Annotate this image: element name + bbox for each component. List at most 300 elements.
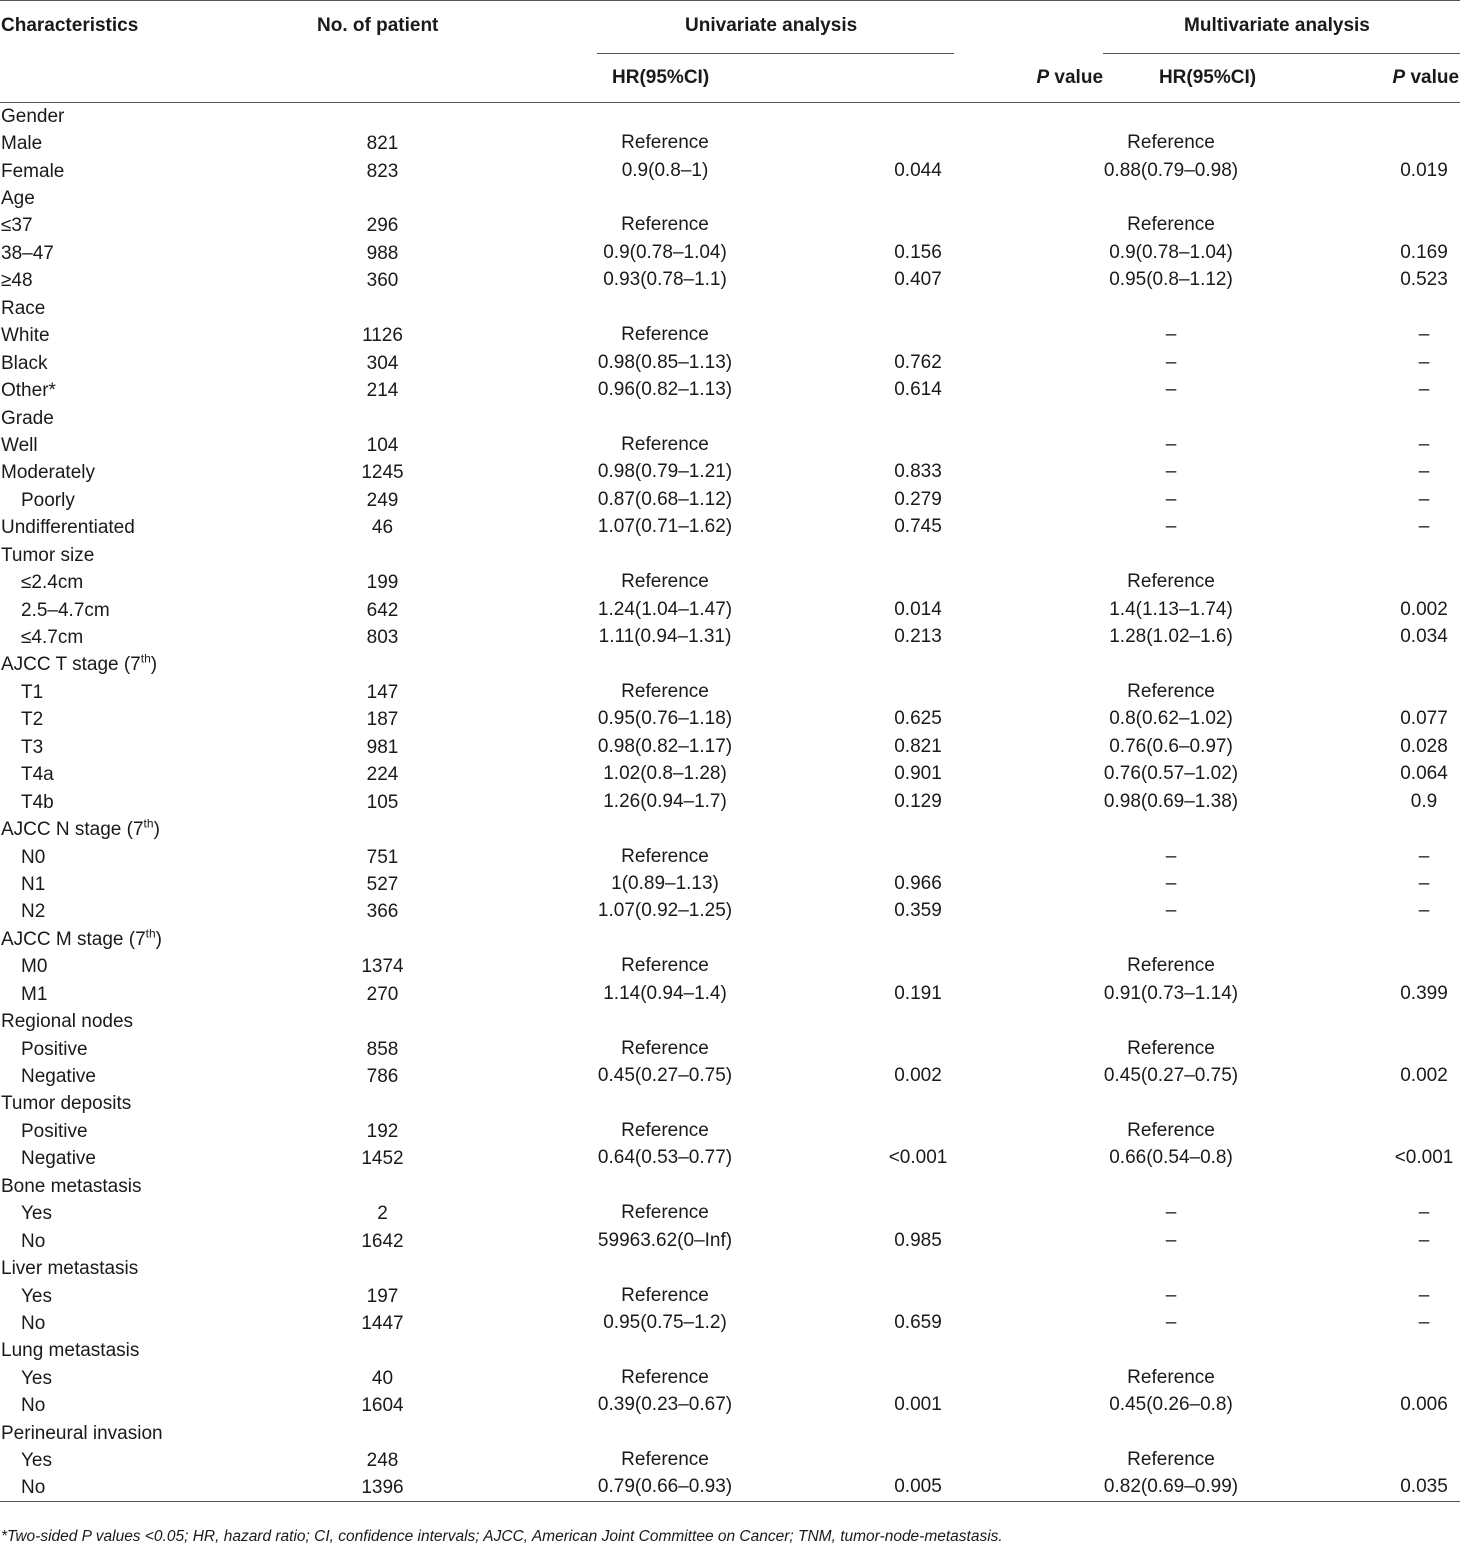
spacer-cell bbox=[465, 295, 595, 322]
multivariate-hr-text: Reference bbox=[1127, 1449, 1215, 1471]
univariate-hr bbox=[595, 1474, 735, 1501]
multivariate-p bbox=[1310, 1173, 1460, 1200]
multivariate-p-text: 0.035 bbox=[1400, 1476, 1448, 1498]
patient-count: 147 bbox=[366, 681, 399, 703]
patient-count bbox=[300, 404, 465, 431]
univariate-hr bbox=[595, 1090, 735, 1117]
univariate-hr-text: Reference bbox=[621, 324, 709, 346]
row-label: Perineural invasion bbox=[1, 1422, 163, 1444]
univariate-hr-text: 1.24(1.04–1.47) bbox=[597, 598, 733, 620]
multivariate-p-text: – bbox=[1418, 461, 1430, 483]
patient-count: 642 bbox=[366, 599, 399, 621]
multivariate-hr bbox=[1105, 542, 1310, 569]
multivariate-hr bbox=[1105, 295, 1310, 322]
multivariate-hr-text: – bbox=[1165, 516, 1177, 538]
univariate-p bbox=[735, 295, 955, 322]
univariate-p bbox=[735, 404, 955, 431]
univariate-hr-text: 1.07(0.92–1.25) bbox=[597, 900, 733, 922]
multivariate-hr bbox=[1105, 1420, 1310, 1447]
univariate-p bbox=[735, 1474, 955, 1501]
table-row bbox=[0, 1118, 1460, 1145]
univariate-p-text: 0.213 bbox=[894, 626, 942, 648]
multivariate-hr bbox=[1105, 130, 1310, 157]
univariate-hr bbox=[595, 487, 735, 514]
multivariate-hr-text: Reference bbox=[1127, 1366, 1215, 1388]
patient-count bbox=[300, 651, 465, 678]
univariate-p bbox=[735, 1090, 955, 1117]
multivariate-hr bbox=[1105, 734, 1310, 761]
multivariate-hr-text: 0.95(0.8–1.12) bbox=[1109, 269, 1233, 291]
univariate-p bbox=[735, 679, 955, 706]
spacer-cell bbox=[465, 1090, 595, 1117]
table-row bbox=[0, 1090, 1460, 1117]
univariate-p bbox=[735, 322, 955, 349]
multivariate-hr bbox=[1105, 926, 1310, 953]
table-body bbox=[0, 103, 1460, 1502]
table-row bbox=[0, 596, 1460, 623]
multivariate-hr bbox=[1105, 1035, 1310, 1062]
univariate-p bbox=[735, 432, 955, 459]
table-row bbox=[0, 871, 1460, 898]
multivariate-p bbox=[1310, 734, 1460, 761]
spacer-cell bbox=[955, 103, 1105, 130]
patient-count: 1126 bbox=[362, 325, 403, 347]
multivariate-p bbox=[1310, 706, 1460, 733]
multivariate-hr-text: 0.98(0.69–1.38) bbox=[1103, 790, 1239, 812]
spacer-cell bbox=[955, 706, 1105, 733]
patient-count: 214 bbox=[366, 380, 399, 402]
univariate-p bbox=[735, 157, 955, 184]
univariate-p-text: 0.002 bbox=[894, 1065, 942, 1087]
univariate-hr-text: 1(0.89–1.13) bbox=[611, 872, 719, 894]
univariate-p bbox=[735, 240, 955, 267]
multivariate-hr bbox=[1105, 185, 1310, 212]
univariate-hr bbox=[595, 1173, 735, 1200]
univariate-p bbox=[735, 706, 955, 733]
multivariate-hr-text: – bbox=[1165, 872, 1177, 894]
spacer-cell bbox=[465, 706, 595, 733]
univariate-p bbox=[735, 349, 955, 376]
multivariate-hr-text: – bbox=[1165, 1284, 1177, 1306]
table-row bbox=[0, 1008, 1460, 1035]
multivariate-p bbox=[1310, 843, 1460, 870]
header-uni-hr bbox=[595, 54, 955, 103]
row-label: T4a bbox=[21, 764, 54, 786]
patient-count: 360 bbox=[366, 270, 399, 292]
univariate-hr bbox=[595, 240, 735, 267]
row-label: Yes bbox=[21, 1285, 52, 1307]
row-label: Yes bbox=[21, 1203, 52, 1225]
spacer-cell bbox=[955, 1227, 1105, 1254]
row-label: 38–47 bbox=[1, 242, 54, 264]
multivariate-p-text: – bbox=[1418, 872, 1430, 894]
univariate-p-text: 0.279 bbox=[894, 488, 942, 510]
spacer-cell bbox=[955, 487, 1105, 514]
patient-count: 981 bbox=[366, 736, 399, 758]
univariate-p-text: 0.762 bbox=[894, 351, 942, 373]
spacer-cell bbox=[465, 1392, 595, 1419]
multivariate-hr bbox=[1105, 1392, 1310, 1419]
univariate-p bbox=[735, 103, 955, 130]
table-row bbox=[0, 898, 1460, 925]
univariate-p bbox=[735, 1200, 955, 1227]
spacer-cell bbox=[955, 596, 1105, 623]
multivariate-p bbox=[1310, 1474, 1460, 1501]
univariate-hr bbox=[595, 596, 735, 623]
multivariate-p bbox=[1310, 1447, 1460, 1474]
patient-count: 296 bbox=[366, 215, 399, 237]
multivariate-p bbox=[1310, 1365, 1460, 1392]
univariate-p bbox=[735, 1392, 955, 1419]
multivariate-p bbox=[1310, 432, 1460, 459]
multivariate-hr-text: – bbox=[1165, 433, 1177, 455]
patient-count bbox=[300, 542, 465, 569]
spacer-cell bbox=[465, 1447, 595, 1474]
multivariate-p-text: 0.9 bbox=[1410, 790, 1438, 812]
table-row bbox=[0, 514, 1460, 541]
univariate-p bbox=[735, 1310, 955, 1337]
row-label-text: AJCC M stage (7 bbox=[1, 928, 146, 950]
row-label-tail: ) bbox=[150, 654, 158, 676]
multivariate-p bbox=[1310, 185, 1460, 212]
multivariate-hr bbox=[1105, 1365, 1310, 1392]
multivariate-p-text: 0.019 bbox=[1400, 159, 1448, 181]
table-row bbox=[0, 788, 1460, 815]
univariate-p bbox=[735, 185, 955, 212]
multivariate-hr-text: – bbox=[1165, 379, 1177, 401]
multivariate-hr-text: 0.76(0.6–0.97) bbox=[1109, 735, 1233, 757]
multivariate-hr-text: 0.45(0.27–0.75) bbox=[1103, 1065, 1239, 1087]
table-row bbox=[0, 267, 1460, 294]
univariate-hr bbox=[595, 651, 735, 678]
multivariate-p-text: – bbox=[1418, 488, 1430, 510]
table-row bbox=[0, 926, 1460, 953]
univariate-p bbox=[735, 1420, 955, 1447]
table-row bbox=[0, 1337, 1460, 1364]
univariate-hr bbox=[595, 761, 735, 788]
spacer-cell bbox=[465, 514, 595, 541]
univariate-p-text: 0.821 bbox=[894, 735, 942, 757]
univariate-p-text: 0.985 bbox=[894, 1229, 942, 1251]
patient-count: 1604 bbox=[361, 1395, 404, 1417]
multivariate-hr bbox=[1105, 706, 1310, 733]
spacer-cell bbox=[955, 322, 1105, 349]
univariate-hr bbox=[595, 679, 735, 706]
univariate-hr bbox=[595, 1063, 735, 1090]
multivariate-p bbox=[1310, 322, 1460, 349]
table-row bbox=[0, 322, 1460, 349]
univariate-hr bbox=[595, 981, 735, 1008]
spacer-cell bbox=[955, 267, 1105, 294]
univariate-p bbox=[735, 1255, 955, 1282]
univariate-hr-text: Reference bbox=[621, 845, 709, 867]
header-uni-p-rest: value bbox=[1049, 67, 1104, 88]
multivariate-p bbox=[1310, 349, 1460, 376]
multivariate-hr-text: – bbox=[1165, 1202, 1177, 1224]
multivariate-hr bbox=[1105, 788, 1310, 815]
patient-count bbox=[300, 1255, 465, 1282]
patient-count: 751 bbox=[366, 846, 399, 868]
univariate-p bbox=[735, 130, 955, 157]
univariate-hr bbox=[595, 103, 735, 130]
spacer-cell bbox=[465, 871, 595, 898]
univariate-hr bbox=[595, 1035, 735, 1062]
spacer-cell bbox=[465, 651, 595, 678]
spacer-cell bbox=[465, 624, 595, 651]
multivariate-p-text: 0.028 bbox=[1400, 735, 1448, 757]
row-label: N1 bbox=[21, 873, 46, 895]
spacer-cell bbox=[465, 761, 595, 788]
univariate-hr-text: 1.02(0.8–1.28) bbox=[603, 763, 727, 785]
univariate-p-text: 0.659 bbox=[894, 1311, 942, 1333]
patient-count: 304 bbox=[366, 352, 399, 374]
spacer-cell bbox=[955, 130, 1105, 157]
multivariate-hr bbox=[1105, 240, 1310, 267]
multivariate-p bbox=[1310, 103, 1460, 130]
patient-count: 366 bbox=[366, 901, 399, 923]
patient-count: 527 bbox=[366, 873, 399, 895]
spacer-cell bbox=[465, 1118, 595, 1145]
multivariate-hr-text: Reference bbox=[1127, 1119, 1215, 1141]
spacer-cell bbox=[955, 185, 1105, 212]
row-label-sup: th bbox=[143, 816, 154, 831]
multivariate-p bbox=[1310, 569, 1460, 596]
univariate-hr bbox=[595, 295, 735, 322]
multivariate-p-text: – bbox=[1418, 324, 1430, 346]
multivariate-hr bbox=[1105, 212, 1310, 239]
univariate-hr-text: 0.95(0.75–1.2) bbox=[603, 1311, 727, 1333]
univariate-p-text: 0.001 bbox=[894, 1394, 942, 1416]
multivariate-hr bbox=[1105, 432, 1310, 459]
univariate-hr-text: 1.07(0.71–1.62) bbox=[597, 516, 733, 538]
spacer-cell bbox=[955, 624, 1105, 651]
table-row bbox=[0, 404, 1460, 431]
univariate-hr-text: 0.96(0.82–1.13) bbox=[597, 379, 733, 401]
univariate-p bbox=[735, 734, 955, 761]
multivariate-p-text: 0.064 bbox=[1400, 763, 1448, 785]
spacer-cell bbox=[465, 542, 595, 569]
spacer-cell bbox=[465, 816, 595, 843]
univariate-p-text: <0.001 bbox=[888, 1147, 948, 1169]
table-row bbox=[0, 212, 1460, 239]
header-univariate bbox=[595, 1, 955, 55]
table-row bbox=[0, 953, 1460, 980]
univariate-hr-text: 0.98(0.79–1.21) bbox=[597, 461, 733, 483]
multivariate-hr bbox=[1105, 322, 1310, 349]
table-row bbox=[0, 1474, 1460, 1501]
patient-count: 1642 bbox=[361, 1230, 404, 1252]
spacer-cell bbox=[955, 871, 1105, 898]
spacer-cell bbox=[955, 1063, 1105, 1090]
spacer-cell bbox=[955, 514, 1105, 541]
univariate-hr bbox=[595, 377, 735, 404]
multivariate-hr bbox=[1105, 103, 1310, 130]
row-label-sup: th bbox=[140, 652, 151, 667]
univariate-hr bbox=[595, 1447, 735, 1474]
univariate-hr-text: 0.45(0.27–0.75) bbox=[597, 1065, 733, 1087]
patient-count bbox=[300, 1420, 465, 1447]
patient-count: 1396 bbox=[300, 1474, 465, 1501]
patient-count: 40 bbox=[371, 1367, 394, 1389]
multivariate-p bbox=[1310, 898, 1460, 925]
spacer-cell bbox=[955, 1447, 1105, 1474]
row-label: 2.5–4.7cm bbox=[21, 599, 110, 621]
row-label: Male bbox=[1, 133, 43, 155]
univariate-p bbox=[735, 1282, 955, 1309]
spacer-cell bbox=[465, 926, 595, 953]
multivariate-p-text: 0.399 bbox=[1400, 982, 1448, 1004]
multivariate-p bbox=[1310, 130, 1460, 157]
spacer-cell bbox=[465, 953, 595, 980]
header-multi-p bbox=[1310, 54, 1460, 103]
multivariate-p-text: – bbox=[1418, 1229, 1430, 1251]
row-label-tail: ) bbox=[153, 819, 160, 841]
univariate-p-text: 0.005 bbox=[894, 1476, 942, 1498]
table-row bbox=[0, 679, 1460, 706]
multivariate-underline bbox=[1103, 53, 1460, 54]
row-label: Female bbox=[1, 160, 65, 182]
table-row bbox=[0, 1035, 1460, 1062]
univariate-p bbox=[735, 788, 955, 815]
row-label: Negative bbox=[21, 1148, 96, 1170]
univariate-hr-text: Reference bbox=[621, 433, 709, 455]
univariate-hr bbox=[595, 871, 735, 898]
univariate-hr-text: 1.11(0.94–1.31) bbox=[598, 626, 732, 648]
multivariate-hr-text: – bbox=[1165, 351, 1177, 373]
univariate-p bbox=[735, 1063, 955, 1090]
multivariate-hr-text: – bbox=[1165, 488, 1177, 510]
spacer-cell bbox=[465, 185, 595, 212]
multivariate-hr bbox=[1105, 871, 1310, 898]
spacer-cell bbox=[955, 1200, 1105, 1227]
header-multi-p-italic: P bbox=[1392, 67, 1406, 88]
patient-count: 249 bbox=[366, 489, 399, 511]
univariate-p-text: 0.156 bbox=[894, 241, 942, 263]
multivariate-p bbox=[1310, 267, 1460, 294]
multivariate-hr bbox=[1105, 487, 1310, 514]
multivariate-p bbox=[1310, 871, 1460, 898]
table-row bbox=[0, 1282, 1460, 1309]
patient-count: 786 bbox=[366, 1066, 399, 1088]
multivariate-hr bbox=[1105, 1474, 1310, 1501]
spacer-cell bbox=[955, 953, 1105, 980]
table-row bbox=[0, 542, 1460, 569]
spacer-cell bbox=[465, 404, 595, 431]
univariate-hr bbox=[595, 734, 735, 761]
table-row bbox=[0, 1063, 1460, 1090]
row-label: Lung metastasis bbox=[1, 1340, 140, 1362]
univariate-hr-text: Reference bbox=[621, 132, 709, 154]
multivariate-hr-text: Reference bbox=[1127, 571, 1215, 593]
univariate-p bbox=[735, 1365, 955, 1392]
multivariate-p bbox=[1310, 624, 1460, 651]
patient-count: 270 bbox=[366, 983, 399, 1005]
table-footnote: *Two-sided P values <0.05; HR, hazard ratio; CI, confidence intervals; AJCC, American Joint Committee on Cancer; TNM, tumor-node-metastasis. bbox=[1, 1528, 1003, 1545]
univariate-p bbox=[735, 871, 955, 898]
univariate-hr bbox=[595, 542, 735, 569]
univariate-hr bbox=[595, 349, 735, 376]
row-label: T3 bbox=[21, 736, 44, 758]
spacer-cell bbox=[955, 569, 1105, 596]
multivariate-hr bbox=[1105, 624, 1310, 651]
univariate-hr bbox=[595, 1200, 735, 1227]
patient-count bbox=[300, 1008, 465, 1035]
spacer-cell bbox=[465, 487, 595, 514]
patient-count bbox=[300, 1173, 465, 1200]
multivariate-hr-text: Reference bbox=[1127, 955, 1215, 977]
row-label: Positive bbox=[21, 1038, 88, 1060]
univariate-p bbox=[735, 487, 955, 514]
row-label-text: AJCC N stage (7 bbox=[1, 819, 144, 841]
multivariate-hr bbox=[1105, 761, 1310, 788]
spacer-cell bbox=[465, 432, 595, 459]
multivariate-p bbox=[1310, 542, 1460, 569]
spacer-cell bbox=[955, 926, 1105, 953]
spacer-cell bbox=[955, 761, 1105, 788]
row-label-sup: th bbox=[145, 926, 156, 941]
univariate-p bbox=[735, 1145, 955, 1172]
patient-count bbox=[300, 1337, 465, 1364]
table-row bbox=[0, 432, 1460, 459]
univariate-p bbox=[735, 569, 955, 596]
univariate-hr bbox=[595, 157, 735, 184]
table-row bbox=[0, 761, 1460, 788]
spacer-cell bbox=[955, 1173, 1105, 1200]
multivariate-p bbox=[1310, 788, 1460, 815]
header-characteristics: Characteristics bbox=[0, 1, 300, 55]
row-label: Undifferentiated bbox=[1, 517, 135, 539]
row-label-tail: ) bbox=[155, 928, 162, 950]
multivariate-p bbox=[1310, 1255, 1460, 1282]
header-blank-1 bbox=[0, 54, 300, 103]
spacer-cell bbox=[465, 157, 595, 184]
row-label: Positive bbox=[21, 1120, 88, 1142]
row-label: T2 bbox=[21, 709, 44, 731]
multivariate-p-text: 0.523 bbox=[1400, 269, 1448, 291]
table-row bbox=[0, 706, 1460, 733]
spacer-cell bbox=[465, 349, 595, 376]
spacer-cell bbox=[955, 843, 1105, 870]
univariate-hr bbox=[595, 130, 735, 157]
table-row bbox=[0, 1447, 1460, 1474]
univariate-hr bbox=[595, 1420, 735, 1447]
multivariate-p bbox=[1310, 404, 1460, 431]
multivariate-hr bbox=[1105, 349, 1310, 376]
spacer-cell bbox=[465, 377, 595, 404]
spacer-cell bbox=[465, 1310, 595, 1337]
univariate-hr bbox=[595, 459, 735, 486]
row-label: Liver metastasis bbox=[1, 1258, 139, 1280]
spacer-cell bbox=[465, 1035, 595, 1062]
univariate-hr bbox=[595, 1282, 735, 1309]
table-row bbox=[0, 130, 1460, 157]
multivariate-hr bbox=[1105, 267, 1310, 294]
univariate-hr bbox=[595, 926, 735, 953]
spacer-cell bbox=[465, 1227, 595, 1254]
univariate-p-text: 0.191 bbox=[894, 982, 942, 1004]
table-row bbox=[0, 1420, 1460, 1447]
multivariate-hr bbox=[1105, 1310, 1310, 1337]
multivariate-p bbox=[1310, 1145, 1460, 1172]
row-label: Gender bbox=[1, 105, 65, 127]
univariate-hr bbox=[595, 569, 735, 596]
multivariate-hr bbox=[1105, 1118, 1310, 1145]
table-row bbox=[0, 103, 1460, 130]
patient-count: 199 bbox=[366, 572, 399, 594]
multivariate-hr bbox=[1105, 651, 1310, 678]
multivariate-p bbox=[1310, 1200, 1460, 1227]
spacer-cell bbox=[465, 569, 595, 596]
